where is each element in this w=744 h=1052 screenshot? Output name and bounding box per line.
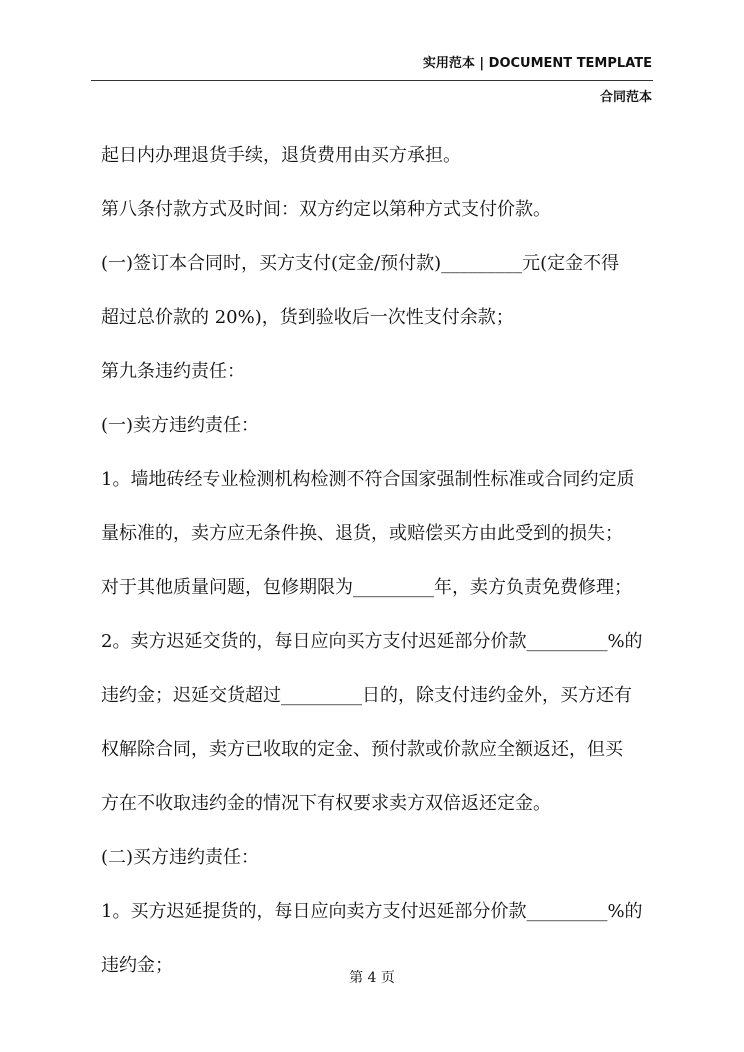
body-line: 第九条违约责任：	[101, 361, 245, 382]
body-line: 对于其他质量问题，包修期限为_________年，卖方负责免费修理；	[101, 577, 632, 598]
body-line: 第八条付款方式及时间：双方约定以第种方式支付价款。	[101, 199, 551, 220]
page-number: 第 4 页	[349, 970, 395, 986]
body-line: 超过总价款的 20%)，货到验收后一次性支付余款；	[101, 307, 514, 328]
body-line: 方在不收取违约金的情况下有权要求卖方双倍返还定金。	[101, 793, 551, 814]
body-line: (一)签订本合同时，买方支付(定金/预付款)_________元(定金不得	[101, 253, 620, 274]
body-line: (一)卖方违约责任：	[101, 415, 260, 436]
body-line: (二)买方违约责任：	[101, 847, 260, 868]
body-line: 1。买方迟延提货的，每日应向卖方支付迟延部分价款_________%的	[101, 901, 643, 922]
document-category-label: 合同范本	[599, 90, 652, 105]
body-line: 量标准的，卖方应无条件换、退货，或赔偿买方由此受到的损失；	[101, 523, 623, 544]
body-line: 权解除合同，卖方已收取的定金、预付款或价款应全额返还，但买	[101, 739, 623, 760]
body-line: 违约金；	[101, 955, 173, 976]
body-line: 违约金；迟延交货超过_________日的，除支付违约金外，买方还有	[101, 685, 632, 706]
document-header-title: 实用范本 | DOCUMENT TEMPLATE	[422, 56, 652, 71]
header-divider	[91, 80, 653, 81]
body-line: 2。卖方迟延交货的，每日应向买方支付迟延部分价款_________%的	[101, 631, 643, 652]
body-line: 1。墙地砖经专业检测机构检测不符合国家强制性标准或合同约定质	[101, 469, 635, 490]
contract-body	[101, 138, 661, 1002]
body-line: 起日内办理退货手续，退货费用由买方承担。	[101, 145, 461, 166]
